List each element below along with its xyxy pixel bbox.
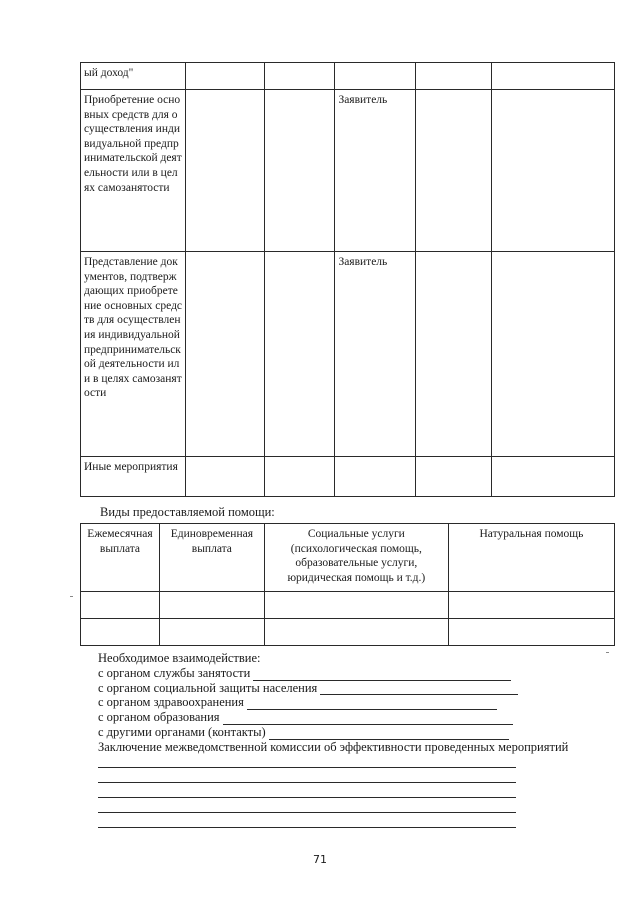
- interaction-line: [98, 666, 618, 681]
- table-header-row: [81, 524, 615, 592]
- table-row: [81, 63, 615, 90]
- interaction-label: с органом образования: [98, 710, 220, 725]
- table-row: [81, 592, 615, 619]
- fill-in-line[interactable]: [320, 683, 518, 695]
- empty-cell: [81, 619, 160, 646]
- table-row: [81, 90, 615, 252]
- interaction-title: Необходимое взаимодействие:: [98, 651, 261, 665]
- empty-cell: [491, 63, 614, 90]
- empty-cell: [186, 90, 265, 252]
- interaction-label: с другими органами (контакты): [98, 724, 266, 739]
- header-social-services: Социальные услуги (психологическая помощь, образовательные услуги, юридическая помощь и т.д.): [264, 524, 448, 592]
- scan-mark: [606, 652, 609, 653]
- activity-cell: Представление документов, подтверждающих приобретение основных средств для осуществления индивидуальной предпринимательской деятельности или в целях самозанятости: [81, 252, 186, 457]
- fill-in-line[interactable]: [247, 698, 497, 710]
- empty-cell: [416, 252, 492, 457]
- activities-table: [80, 62, 615, 497]
- header-monthly-payment: Ежемесячная выплата: [81, 524, 160, 592]
- fill-in-line[interactable]: [253, 669, 511, 681]
- conclusion-blank-line[interactable]: [98, 812, 516, 813]
- interaction-label: с органом здравоохранения: [98, 695, 244, 710]
- activity-cell: Иные мероприятия: [81, 457, 186, 497]
- interaction-line: [98, 695, 618, 710]
- fill-in-line[interactable]: [269, 728, 509, 740]
- empty-cell: [448, 592, 614, 619]
- empty-cell: [491, 90, 614, 252]
- empty-cell: [264, 619, 448, 646]
- empty-cell: [264, 252, 335, 457]
- empty-cell: [186, 63, 265, 90]
- conclusion-blank-line[interactable]: [98, 782, 516, 783]
- empty-cell: [264, 90, 335, 252]
- interaction-label: с органом службы занятости: [98, 665, 251, 680]
- empty-cell: [186, 252, 265, 457]
- empty-cell: [264, 457, 335, 497]
- empty-cell: [416, 90, 492, 252]
- scan-mark: [70, 596, 73, 597]
- table-row: [81, 619, 615, 646]
- conclusion-blank-line[interactable]: [98, 827, 516, 828]
- empty-cell: [448, 619, 614, 646]
- header-lump-sum-payment: Единовременная выплата: [159, 524, 264, 592]
- interaction-section: [98, 651, 618, 755]
- empty-cell: [81, 592, 160, 619]
- performer-cell: [335, 457, 416, 497]
- interaction-line: [98, 725, 618, 740]
- conclusion-blank-line[interactable]: [98, 797, 516, 798]
- performer-cell: Заявитель: [335, 90, 416, 252]
- empty-cell: [416, 457, 492, 497]
- interaction-line: [98, 681, 618, 696]
- table-row: [81, 457, 615, 497]
- empty-cell: [159, 619, 264, 646]
- table-row: [81, 252, 615, 457]
- page-number: 71: [313, 853, 327, 866]
- empty-cell: [159, 592, 264, 619]
- activity-cell: Приобретение основных средств для осуществления индивидуальной предпринимательской деятельности или в целях самозанятости: [81, 90, 186, 252]
- interaction-label: с органом социальной защиты населения: [98, 680, 318, 695]
- assistance-title: Виды предоставляемой помощи:: [100, 505, 275, 519]
- header-in-kind-assistance: Натуральная помощь: [448, 524, 614, 592]
- commission-conclusion-label: Заключение межведомственной комиссии об эффективности проведенных мероприятий: [98, 739, 569, 754]
- empty-cell: [491, 457, 614, 497]
- conclusion-blank-line[interactable]: [98, 767, 516, 768]
- empty-cell: [264, 592, 448, 619]
- empty-cell: [186, 457, 265, 497]
- fill-in-line[interactable]: [223, 713, 513, 725]
- activity-cell: ый доход": [81, 63, 186, 90]
- empty-cell: [264, 63, 335, 90]
- performer-cell: [335, 63, 416, 90]
- performer-cell: Заявитель: [335, 252, 416, 457]
- empty-cell: [416, 63, 492, 90]
- empty-cell: [491, 252, 614, 457]
- interaction-line: [98, 710, 618, 725]
- assistance-table: [80, 523, 615, 646]
